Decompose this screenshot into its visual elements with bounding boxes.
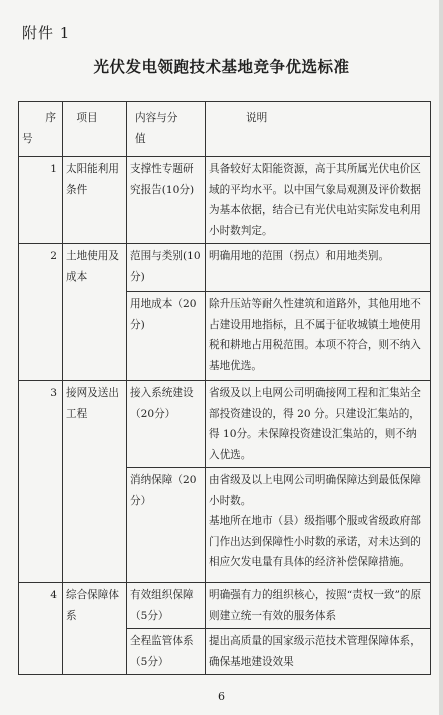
table-row <box>19 157 431 244</box>
row-content: 全程监管体系（5分） <box>127 629 206 675</box>
header-content: 内容与分 值 <box>127 102 206 157</box>
row-number: 2 <box>19 244 63 381</box>
row-description: 明确强有力的组织核心，按照“责权一致”的原则建立统一有效的服务体系 <box>206 583 431 629</box>
row-content: 支撑性专题研究报告(10分) <box>127 157 206 244</box>
page-number: 6 <box>218 690 225 703</box>
row-description: 具备较好太阳能资源，高于其所属光伏电价区域的平均水平。以中国气象局观测及评价数据为基本依据，结合已有光伏电站实际发电利用小时数判定。 <box>206 157 431 244</box>
row-description: 由省级及以上电网公司明确保障达到最低保障小时数。 基地所在地市（县）级指哪个服或省级政府部门作出达到保障性小时数的承诺，对未达到的相应欠发电量有具体的经济补偿保障措施。 <box>206 468 431 583</box>
row-number: 4 <box>19 583 63 675</box>
header-description: 说明 <box>206 102 431 157</box>
row-description: 省级及以上电网公司明确接网工程和汇集站全部投资建设的，得 20 分。只建设汇集站的，得 10分。未保障投资建设汇集站的，则不纳入优选。 <box>206 381 431 468</box>
row-description: 除升压站等耐久性建筑和道路外，其他用地不占建设用地指标，且不属于征收城镇土地使用税和耕地占用税范围。本项不符合，则不纳入基地优选。 <box>206 292 431 381</box>
row-content: 范围与类别(10分) <box>127 244 206 292</box>
row-content: 接入系统建设（20分） <box>127 381 206 468</box>
table-row <box>19 583 431 629</box>
page-edge-shadow <box>439 0 443 715</box>
row-number: 1 <box>19 157 63 244</box>
table-header-row <box>19 102 431 157</box>
row-content: 消纳保障（20分） <box>127 468 206 583</box>
criteria-table <box>18 101 431 675</box>
header-no: 序 号 <box>19 102 63 157</box>
row-content: 用地成本（20分) <box>127 292 206 381</box>
header-item: 项目 <box>63 102 127 157</box>
table-row <box>19 244 431 292</box>
row-number: 3 <box>19 381 63 583</box>
row-item: 综合保障体系 <box>63 583 127 675</box>
attachment-label: 附件 1 <box>22 24 71 42</box>
row-description: 提出高质量的国家级示范技术管理保障体系，确保基地建设效果 <box>206 629 431 675</box>
row-item: 太阳能利用条件 <box>63 157 127 244</box>
row-item: 土地使用及成本 <box>63 244 127 381</box>
row-item: 接网及送出工程 <box>63 381 127 583</box>
document-title: 光伏发电领跑技术基地竞争优选标准 <box>93 57 350 76</box>
row-description: 明确用地的范围（拐点）和用地类别。 <box>206 244 431 292</box>
row-content: 有效组织保障（5分） <box>127 583 206 629</box>
table-row <box>19 381 431 468</box>
